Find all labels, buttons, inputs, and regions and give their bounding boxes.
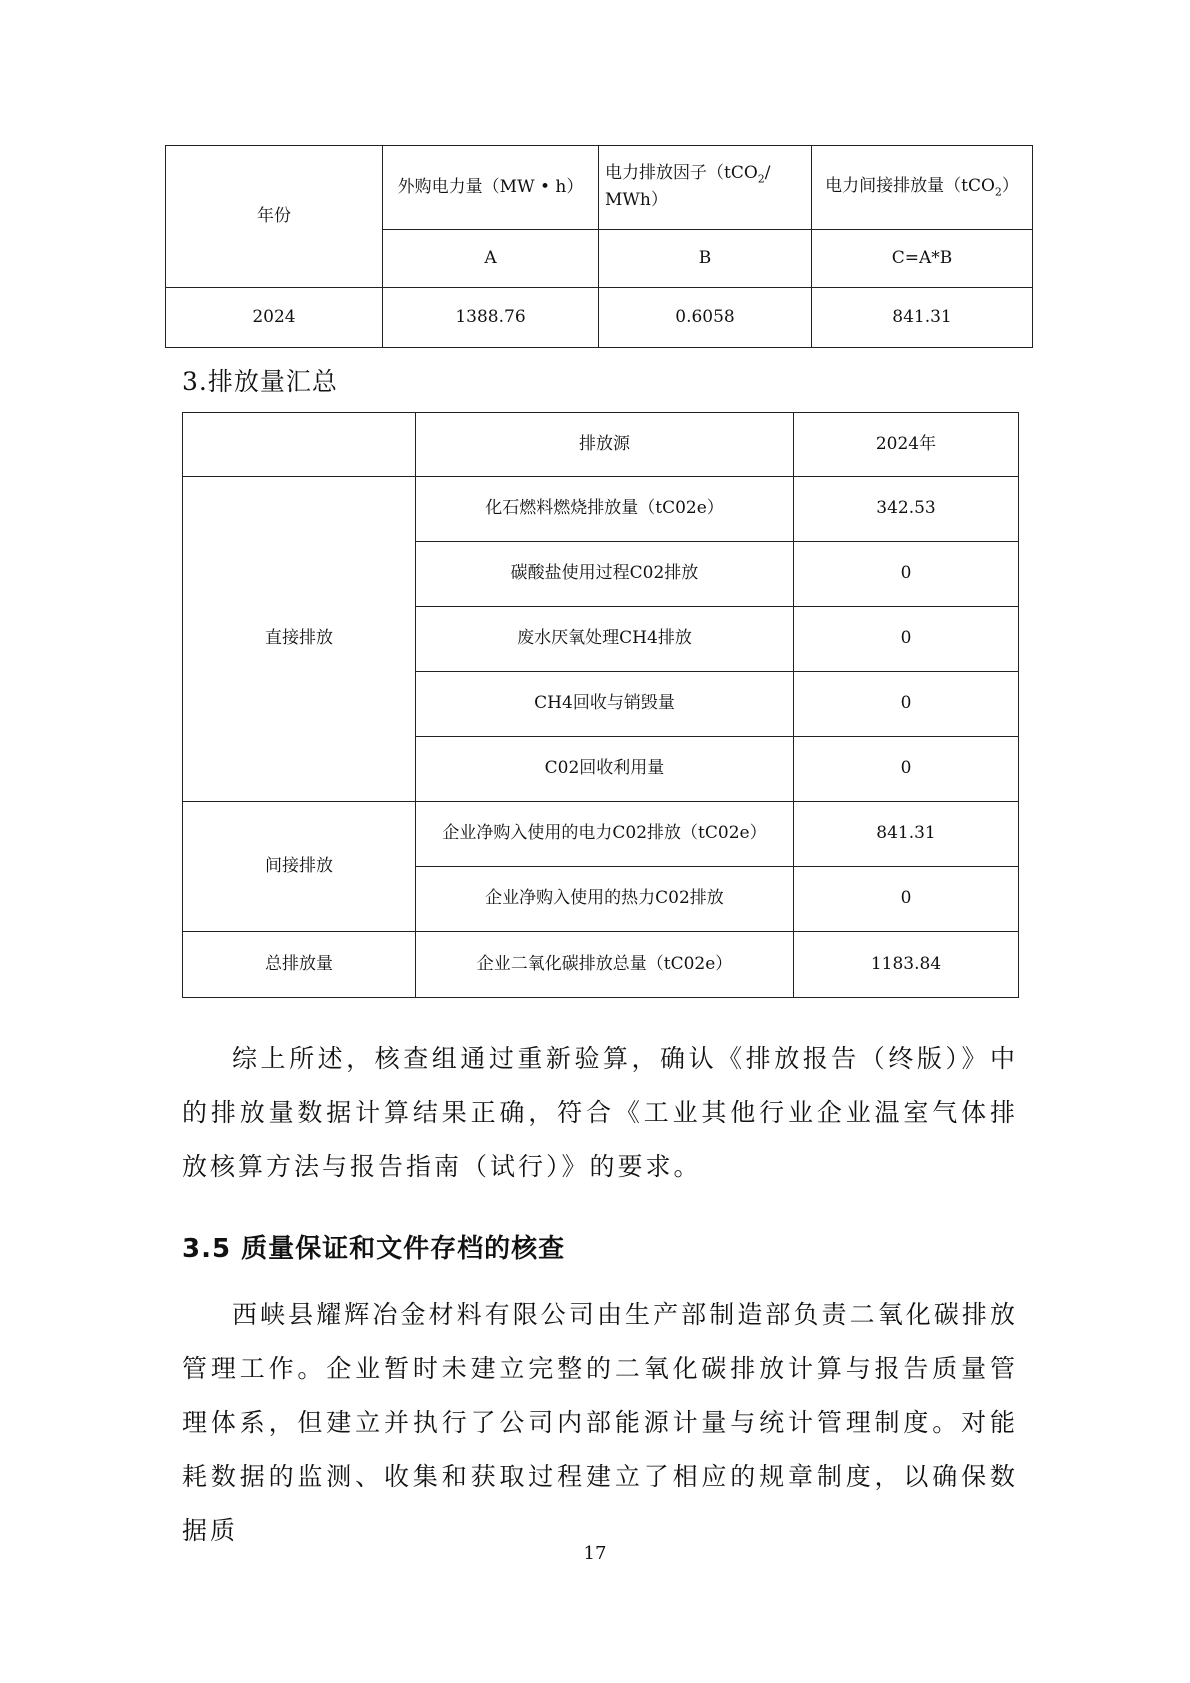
direct-value-3: 0 xyxy=(794,672,1019,737)
row-year: 2024 xyxy=(166,288,383,348)
direct-source-0: 化石燃料燃烧排放量（tC02e） xyxy=(416,477,794,542)
indirect-value-0: 841.31 xyxy=(794,802,1019,867)
indirect-emission-label: 间接排放 xyxy=(183,802,416,932)
indirect-emission-header: 电力间接排放量（tCO$_2$） xyxy=(825,176,1019,199)
direct-source-2: 废水厌氧处理CH4排放 xyxy=(416,607,794,672)
col-c-symbol: C=A*B xyxy=(812,230,1033,288)
row-purchased-power: 1388.76 xyxy=(383,288,599,348)
direct-value-4: 0 xyxy=(794,737,1019,802)
summary-section-label: 3.排放量汇总 xyxy=(182,367,338,396)
direct-source-1: 碳酸盐使用过程C02排放 xyxy=(416,542,794,607)
col-a-symbol: A xyxy=(383,230,599,288)
indirect-source-1: 企业净购入使用的热力C02排放 xyxy=(416,867,794,932)
direct-source-3: CH4回收与销毁量 xyxy=(416,672,794,737)
quality-paragraph: 西峡县耀辉冶金材料有限公司由生产部制造部负责二氧化碳排放管理工作。企业暂时未建立完整的二氧化碳排放计算与报告质量管理体系，但建立并执行了公司内部能源计量与统计管理制度。对能耗数据的监测、收集和获取过程建立了相应的规章制度，以确保数据质 xyxy=(182,1300,1018,1545)
row-indirect-emission: 841.31 xyxy=(812,288,1033,348)
section-heading: 3.5 质量保证和文件存档的核查 xyxy=(182,1234,566,1264)
table-row xyxy=(166,288,1033,348)
direct-source-4: C02回收利用量 xyxy=(416,737,794,802)
total-source: 企业二氧化碳排放总量（tC02e） xyxy=(416,932,794,998)
direct-value-2: 0 xyxy=(794,607,1019,672)
total-value: 1183.84 xyxy=(794,932,1019,998)
col-b-symbol: B xyxy=(599,230,812,288)
direct-value-0: 342.53 xyxy=(794,477,1019,542)
table-row xyxy=(183,477,1019,542)
electricity-emission-table xyxy=(165,145,1033,348)
emission-summary-table xyxy=(182,412,1019,998)
blank-header-cell xyxy=(183,413,416,477)
page-number: 17 xyxy=(583,1543,607,1564)
direct-value-1: 0 xyxy=(794,542,1019,607)
indirect-value-1: 0 xyxy=(794,867,1019,932)
table-row xyxy=(183,802,1019,867)
indirect-source-0: 企业净购入使用的电力C02排放（tC02e） xyxy=(416,802,794,867)
year-header: 年份 xyxy=(257,205,291,226)
total-emission-label: 总排放量 xyxy=(183,932,416,998)
conclusion-paragraph: 综上所述，核查组通过重新验算，确认《排放报告（终版）》中的排放量数据计算结果正确，符合《工业其他行业企业温室气体排放核算方法与报告指南（试行）》的要求。 xyxy=(182,1044,1018,1181)
direct-emission-label: 直接排放 xyxy=(183,477,416,802)
emission-factor-header: 电力排放因子（tCO$_2$/ MWh） xyxy=(605,163,771,211)
year-header-cell xyxy=(166,146,383,288)
purchased-power-header: 外购电力量（MW • h） xyxy=(397,176,584,197)
row-emission-factor: 0.6058 xyxy=(599,288,812,348)
purchased-power-header-cell xyxy=(383,146,599,230)
source-header: 排放源 xyxy=(416,413,794,477)
table-row xyxy=(183,932,1019,998)
emission-factor-header-cell xyxy=(599,146,812,230)
indirect-emission-header-cell xyxy=(812,146,1033,230)
year-header: 2024年 xyxy=(794,413,1019,477)
